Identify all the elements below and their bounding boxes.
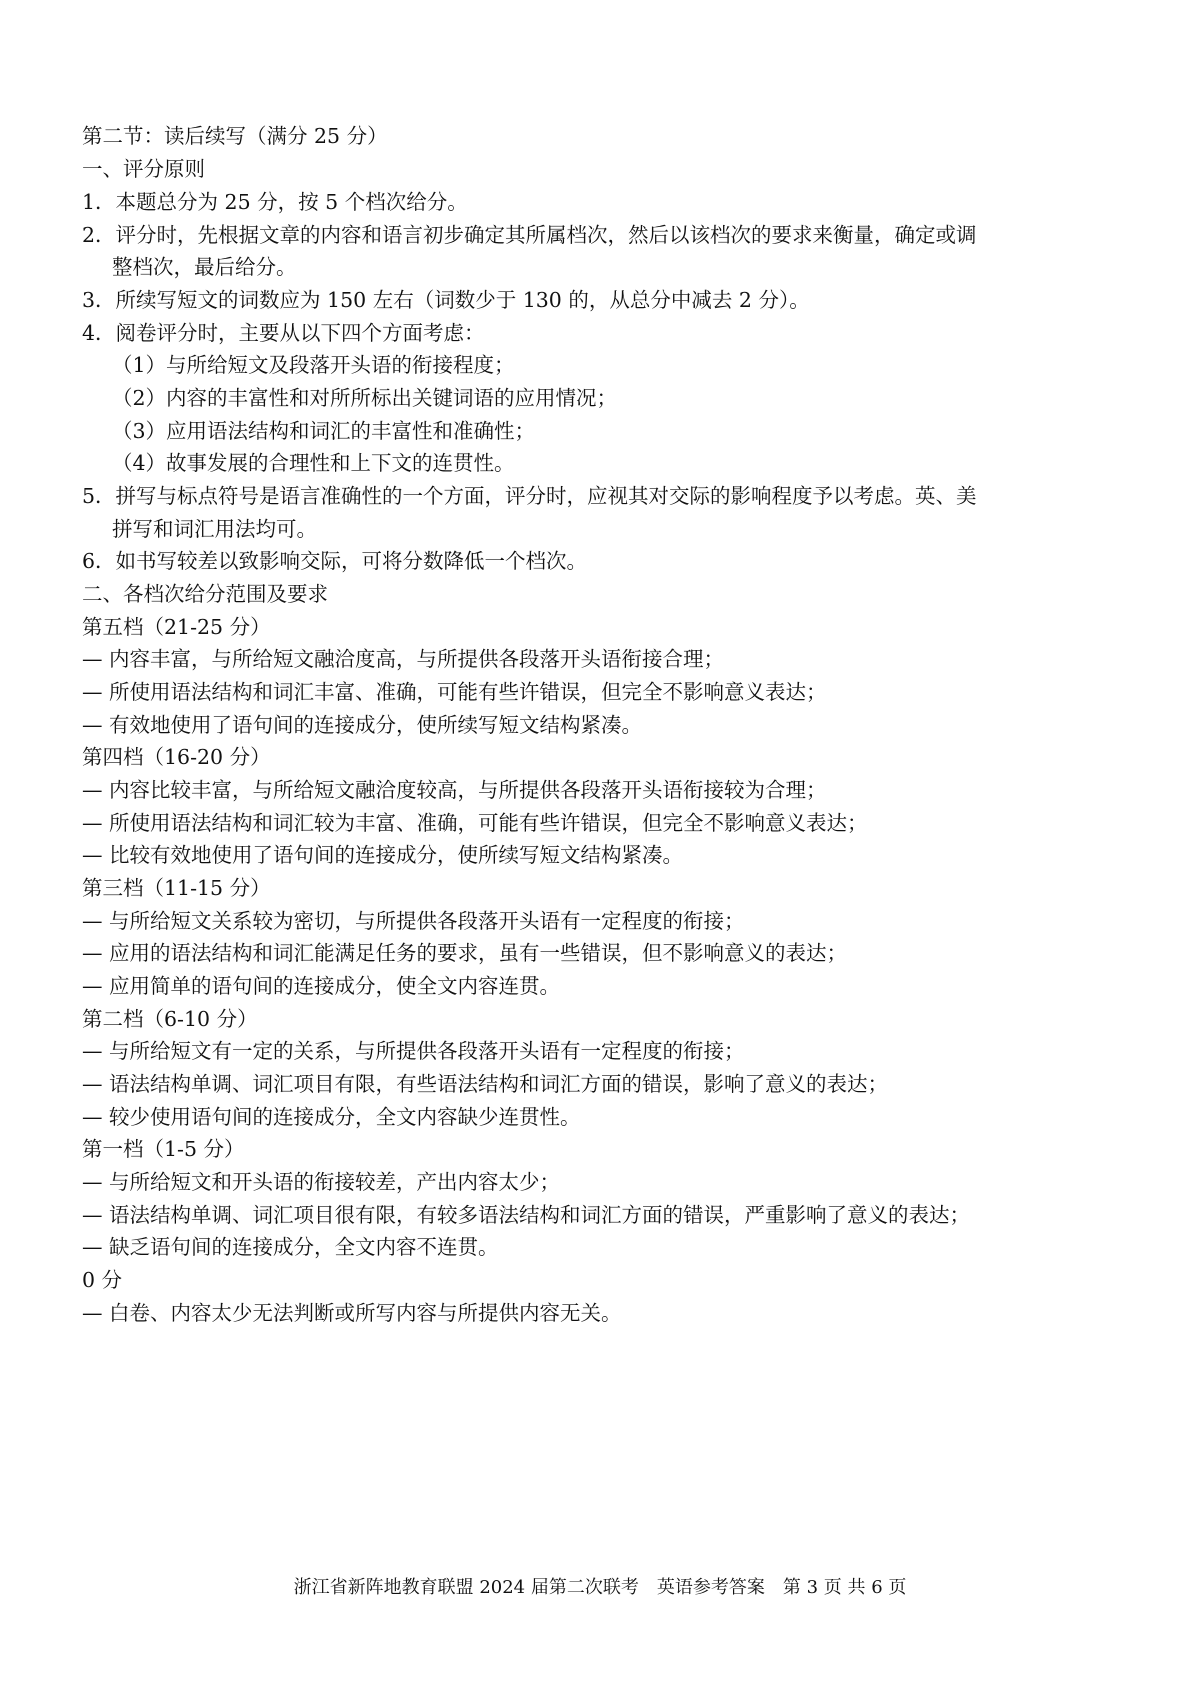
level-3-title: 第三档（11-15 分） [82,876,271,900]
level-1-bullet-2: — 语法结构单调、词汇项目很有限，有较多语法结构和词汇方面的错误，严重影响了意义的表达； [82,1203,971,1227]
level-4-bullet-1: — 内容比较丰富，与所给短文融洽度较高，与所提供各段落开头语衔接较为合理； [82,778,827,802]
principle-item-1: 1．本题总分为 25 分，按 5 个档次给分。 [82,190,468,214]
principle-item-5-line-2: 拼写和词汇用法均可。 [112,517,317,541]
level-3-bullet-3: — 应用简单的语句间的连接成分，使全文内容连贯。 [82,974,561,998]
level-0-bullet-1: — 白卷、内容太少无法判断或所写内容与所提供内容无关。 [82,1301,622,1325]
levels-heading: 二、各档次给分范围及要求 [82,582,328,606]
principle-item-2-line-1: 2．评分时，先根据文章的内容和语言初步确定其所属档次，然后以该档次的要求来衡量，确定或调 [82,223,977,247]
level-5-bullet-1: — 内容丰富，与所给短文融洽度高，与所提供各段落开头语衔接合理； [82,647,725,671]
level-4-title: 第四档（16-20 分） [82,745,271,769]
level-1-bullet-3: — 缺乏语句间的连接成分，全文内容不连贯。 [82,1235,499,1259]
level-1-bullet-1: — 与所给短文和开头语的衔接较差，产出内容太少； [82,1170,561,1194]
principle-item-2-line-2: 整档次，最后给分。 [112,255,297,279]
principle-item-6: 6．如书写较差以致影响交际，可将分数降低一个档次。 [82,549,588,573]
level-0-title: 0 分 [82,1268,123,1292]
level-4-bullet-3: — 比较有效地使用了语句间的连接成分，使所续写短文结构紧凑。 [82,843,684,867]
level-3-bullet-1: — 与所给短文关系较为密切，与所提供各段落开头语有一定程度的衔接； [82,909,745,933]
section-title: 第二节：读后续写（满分 25 分） [82,124,388,148]
level-5-title: 第五档（21-25 分） [82,615,271,639]
principle-item-4: 4．阅卷评分时，主要从以下四个方面考虑： [82,321,485,345]
principle-sub-3: （3）应用语法结构和词汇的丰富性和准确性； [112,419,536,443]
level-3-bullet-2: — 应用的语法结构和词汇能满足任务的要求，虽有一些错误，但不影响意义的表达； [82,941,848,965]
level-2-bullet-1: — 与所给短文有一定的关系，与所提供各段落开头语有一定程度的衔接； [82,1039,745,1063]
level-2-title: 第二档（6-10 分） [82,1007,258,1031]
level-2-bullet-2: — 语法结构单调、词汇项目有限，有些语法结构和词汇方面的错误，影响了意义的表达； [82,1072,889,1096]
level-4-bullet-2: — 所使用语法结构和词汇较为丰富、准确，可能有些许错误，但完全不影响意义表达； [82,811,868,835]
principle-sub-4: （4）故事发展的合理性和上下文的连贯性。 [112,451,515,475]
principle-item-5-line-1: 5．拼写与标点符号是语言准确性的一个方面，评分时，应视其对交际的影响程度予以考虑。英、美 [82,484,977,508]
page-footer: 浙江省新阵地教育联盟 2024 届第二次联考 英语参考答案 第 3 页 共 6 页 [293,1577,907,1598]
principle-item-3: 3．所续写短文的词数应为 150 左右（词数少于 130 的，从总分中减去 2 分）。 [82,288,810,312]
level-5-bullet-3: — 有效地使用了语句间的连接成分，使所续写短文结构紧凑。 [82,713,643,737]
level-2-bullet-3: — 较少使用语句间的连接成分，全文内容缺少连贯性。 [82,1105,581,1129]
principles-heading: 一、评分原则 [82,157,205,181]
principle-sub-2: （2）内容的丰富性和对所所标出关键词语的应用情况； [112,386,618,410]
principle-sub-1: （1）与所给短文及段落开头语的衔接程度； [112,353,515,377]
level-5-bullet-2: — 所使用语法结构和词汇丰富、准确，可能有些许错误，但完全不影响意义表达； [82,680,827,704]
level-1-title: 第一档（1-5 分） [82,1137,245,1161]
